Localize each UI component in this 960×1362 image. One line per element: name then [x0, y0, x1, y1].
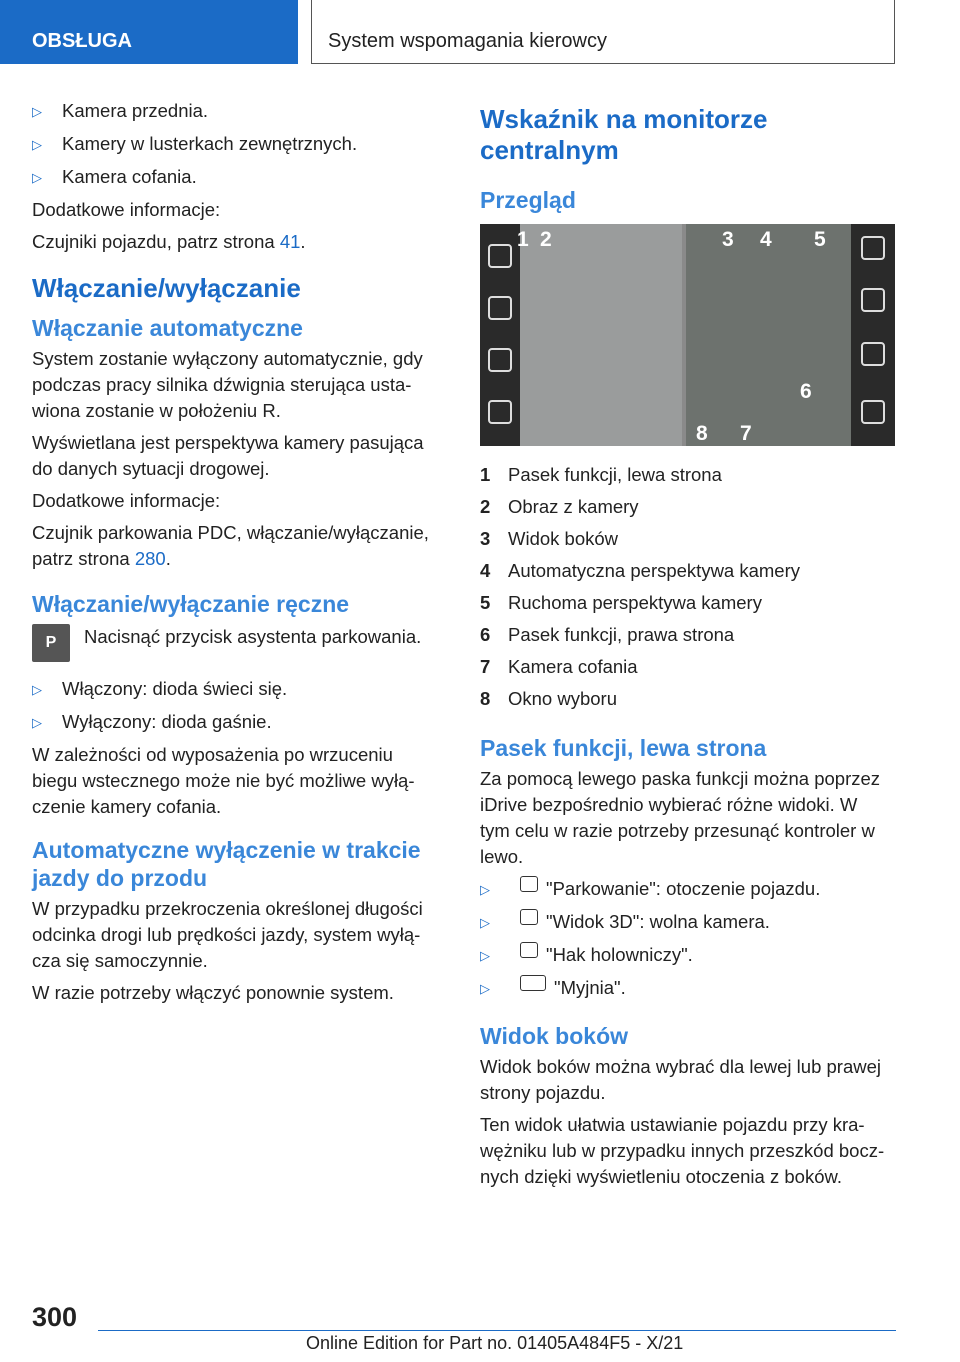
legend-item: 5 Ruchoma perspektywa kamery	[480, 592, 762, 613]
footer-edition: Online Edition for Part no. 01405A484F5 - X/21	[306, 1333, 684, 1353]
paragraph: Czujnik parkowania PDC, włączanie/wyłączanie, patrz strona 280.	[32, 522, 429, 569]
list-item: ▷ Kamery w lusterkach zewnętrznych.	[32, 131, 442, 158]
parking-assist-button-icon: P	[32, 624, 70, 662]
list-item: ▷ "Parkowanie": otoczenie pojazdu.	[480, 876, 900, 903]
car-side-icon	[861, 288, 885, 312]
bullet-triangle-icon: ▷	[480, 882, 490, 897]
heading-left-bar: Pasek funkcji, lewa strona	[480, 735, 767, 761]
bullet-triangle-icon: ▷	[480, 981, 490, 996]
info-label: Dodatkowe informacje:	[32, 199, 221, 220]
info-reference: Czujniki pojazdu, patrz strona 41.	[32, 231, 306, 252]
list-item: ▷ Kamera cofania.	[32, 164, 442, 191]
heading-manual: Włączanie/wyłączanie ręczne	[32, 591, 350, 617]
heading-side-view: Widok boków	[480, 1023, 629, 1049]
camera-image	[520, 224, 682, 446]
callout-4: 4	[760, 228, 772, 251]
tow-hitch-icon	[488, 400, 512, 424]
bullet-triangle-icon: ▷	[480, 915, 490, 930]
paragraph: W zależności od wyposażenia po wrzuceniu biegu wstecznego może nie być możliwe wyłą- czenie kamery cofania.	[32, 744, 415, 817]
paragraph: Widok boków można wybrać dla lewej lub prawej strony pojazdu.	[480, 1056, 882, 1103]
paragraph: Ten widok ułatwia ustawianie pojazdu przy kra- wężniku lub w przypadku innych przeszkód bocz- nych dzięki wyświetleniu otoczenia z boków.	[480, 1114, 885, 1187]
left-function-bar	[480, 224, 520, 446]
gear-icon	[861, 400, 885, 424]
park-assist-icon	[861, 236, 885, 260]
wash-icon	[520, 975, 546, 991]
legend-item: 4 Automatyczna perspektywa kamery	[480, 560, 801, 581]
button-instruction: P Nacisnąć przycisk asystenta parkowania.	[32, 624, 442, 662]
paragraph: Dodatkowe informacje:	[32, 490, 221, 511]
figure-legend	[480, 462, 900, 712]
paragraph: W razie potrzeby włączyć ponownie system.	[32, 982, 394, 1003]
list-item: ▷ Wyłączony: dioda gaśnie.	[32, 709, 442, 736]
legend-item: 7 Kamera cofania	[480, 656, 638, 677]
legend-item: 1 Pasek funkcji, lewa strona	[480, 464, 722, 485]
chapter-title: System wspomagania kierowcy	[311, 0, 895, 64]
wash-icon	[488, 244, 512, 268]
heading-on-off: Włączanie/wyłączanie	[32, 273, 301, 303]
bullet-triangle-icon: ▷	[32, 170, 42, 185]
list-item: ▷ "Hak holowniczy".	[480, 942, 900, 969]
bullet-triangle-icon: ▷	[32, 104, 42, 119]
callout-6: 6	[800, 380, 812, 403]
camera-settings-icon	[861, 342, 885, 366]
bullet-triangle-icon: ▷	[32, 682, 42, 697]
callout-1: 1	[517, 228, 529, 251]
list-item: ▷ Włączony: dioda świeci się.	[32, 676, 442, 703]
paragraph: Wyświetlana jest perspektywa kamery pasująca do danych sytuacji drogowej.	[32, 432, 424, 479]
paragraph: System zostanie wyłączony automatycznie, gdy podczas pracy silnika dźwignia sterująca usta- wiona zostanie w położeniu R.	[32, 348, 423, 421]
paragraph: W przypadku przekroczenia określonej długości odcinka drogi lub prędkości jazdy, system wyłą- cza się samoczynnie.	[32, 898, 423, 971]
page-link-41[interactable]: 41	[279, 231, 301, 252]
top-view-image	[686, 224, 851, 446]
list-item: ▷ "Myjnia".	[480, 975, 900, 1002]
bullet-triangle-icon: ▷	[32, 715, 42, 730]
legend-item: 3 Widok boków	[480, 528, 619, 549]
tow-hitch-icon	[520, 942, 538, 958]
section-tab: OBSŁUGA	[0, 0, 298, 64]
right-column	[480, 98, 900, 1196]
heading-overview: Przegląd	[480, 187, 576, 213]
heading-central-monitor: Wskaźnik na monitorze centralnym	[480, 104, 768, 165]
page-number: 300	[32, 1302, 78, 1332]
paragraph: Za pomocą lewego paska funkcji można poprzez iDrive bezpośrednio wybierać różne widoki. W tym celu w razie potrzeby przesunąć kontroler w lewo.	[480, 768, 881, 867]
callout-2: 2	[540, 228, 552, 251]
callout-8: 8	[696, 422, 708, 445]
page-link-280[interactable]: 280	[134, 548, 166, 569]
heading-auto-on: Włączanie automatyczne	[32, 315, 303, 341]
list-item: ▷ Kamera przednia.	[32, 98, 442, 125]
legend-item: 8 Okno wyboru	[480, 688, 617, 709]
legend-item: 6 Pasek funkcji, prawa strona	[480, 624, 735, 645]
callout-5: 5	[814, 228, 826, 251]
parking-icon	[520, 876, 538, 892]
heading-auto-off: Automatyczne wyłączenie w trakcie jazdy do przodu	[32, 837, 421, 891]
footer-divider	[98, 1330, 896, 1331]
view-3d-icon	[488, 348, 512, 372]
parking-icon	[488, 296, 512, 320]
left-column	[32, 98, 442, 1012]
bullet-triangle-icon: ▷	[480, 948, 490, 963]
view-3d-icon	[520, 909, 538, 925]
legend-item: 2 Obraz z kamery	[480, 496, 639, 517]
right-function-bar	[851, 224, 895, 446]
callout-7: 7	[740, 422, 752, 445]
bullet-triangle-icon: ▷	[32, 137, 42, 152]
callout-3: 3	[722, 228, 734, 251]
list-item: ▷ "Widok 3D": wolna kamera.	[480, 909, 900, 936]
camera-display-figure	[480, 224, 895, 446]
